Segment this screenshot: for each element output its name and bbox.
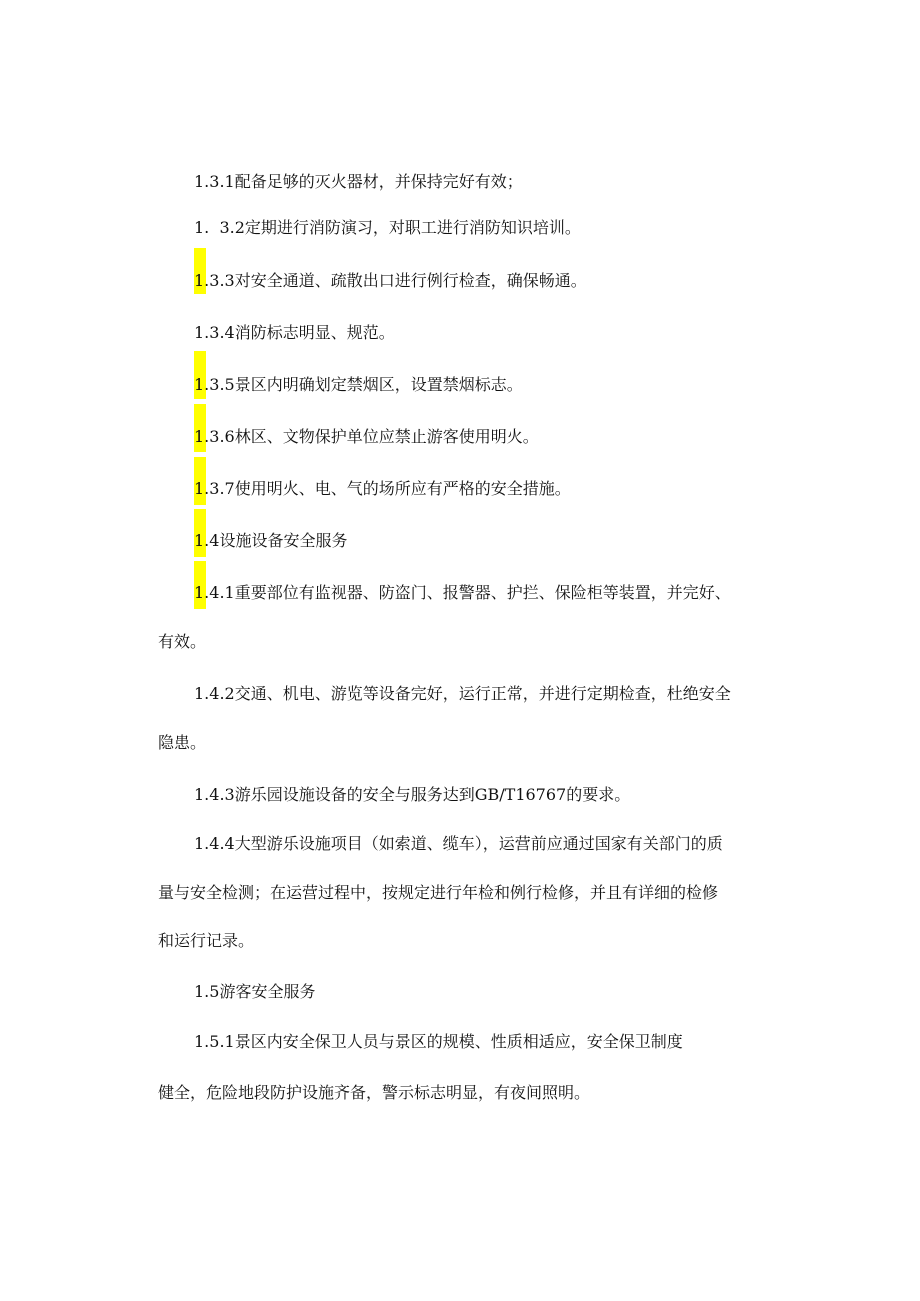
paragraph-line: 1.4.2交通、机电、游览等设备完好，运行正常，并进行定期检查，杜绝安全 (194, 684, 731, 703)
paragraph-line: 1.4.3游乐园设施设备的安全与服务达到GB/T16767的要求。 (194, 785, 631, 804)
paragraph-line: 1.3.3对安全通道、疏散出口进行例行检查，确保畅通。 (194, 271, 587, 290)
paragraph-line: 1.4.1重要部位有监视器、防盗门、报警器、护拦、保险柜等装置，并完好、 (194, 583, 731, 602)
paragraph-line: 1.4.4大型游乐设施项目（如索道、缆车），运营前应通过国家有关部门的质 (194, 834, 723, 853)
section-heading: 1.4设施设备安全服务 (194, 531, 348, 550)
paragraph-line: 1. 3.2定期进行消防演习，对职工进行消防知识培训。 (194, 218, 581, 237)
paragraph-line: 有效。 (158, 632, 207, 651)
paragraph-line: 量与安全检测；在运营过程中，按规定进行年检和例行检修，并且有详细的检修 (158, 883, 719, 902)
paragraph-line: 1.3.5景区内明确划定禁烟区，设置禁烟标志。 (194, 375, 523, 394)
paragraph-line: 1.3.4消防标志明显、规范。 (194, 323, 395, 342)
paragraph-line: 健全，危险地段防护设施齐备，警示标志明显，有夜间照明。 (158, 1083, 591, 1102)
paragraph-line: 隐患。 (158, 733, 207, 752)
section-heading: 1.5游客安全服务 (194, 982, 316, 1001)
paragraph-line: 1.5.1景区内安全保卫人员与景区的规模、性质相适应，安全保卫制度 (194, 1032, 683, 1051)
paragraph-line: 1.3.6林区、文物保护单位应禁止游客使用明火。 (194, 427, 539, 446)
paragraph-line: 和运行记录。 (158, 931, 255, 950)
paragraph-line: 1.3.1配备足够的灭火器材，并保持完好有效； (194, 172, 523, 191)
paragraph-line: 1.3.7使用明火、电、气的场所应有严格的安全措施。 (194, 479, 571, 498)
